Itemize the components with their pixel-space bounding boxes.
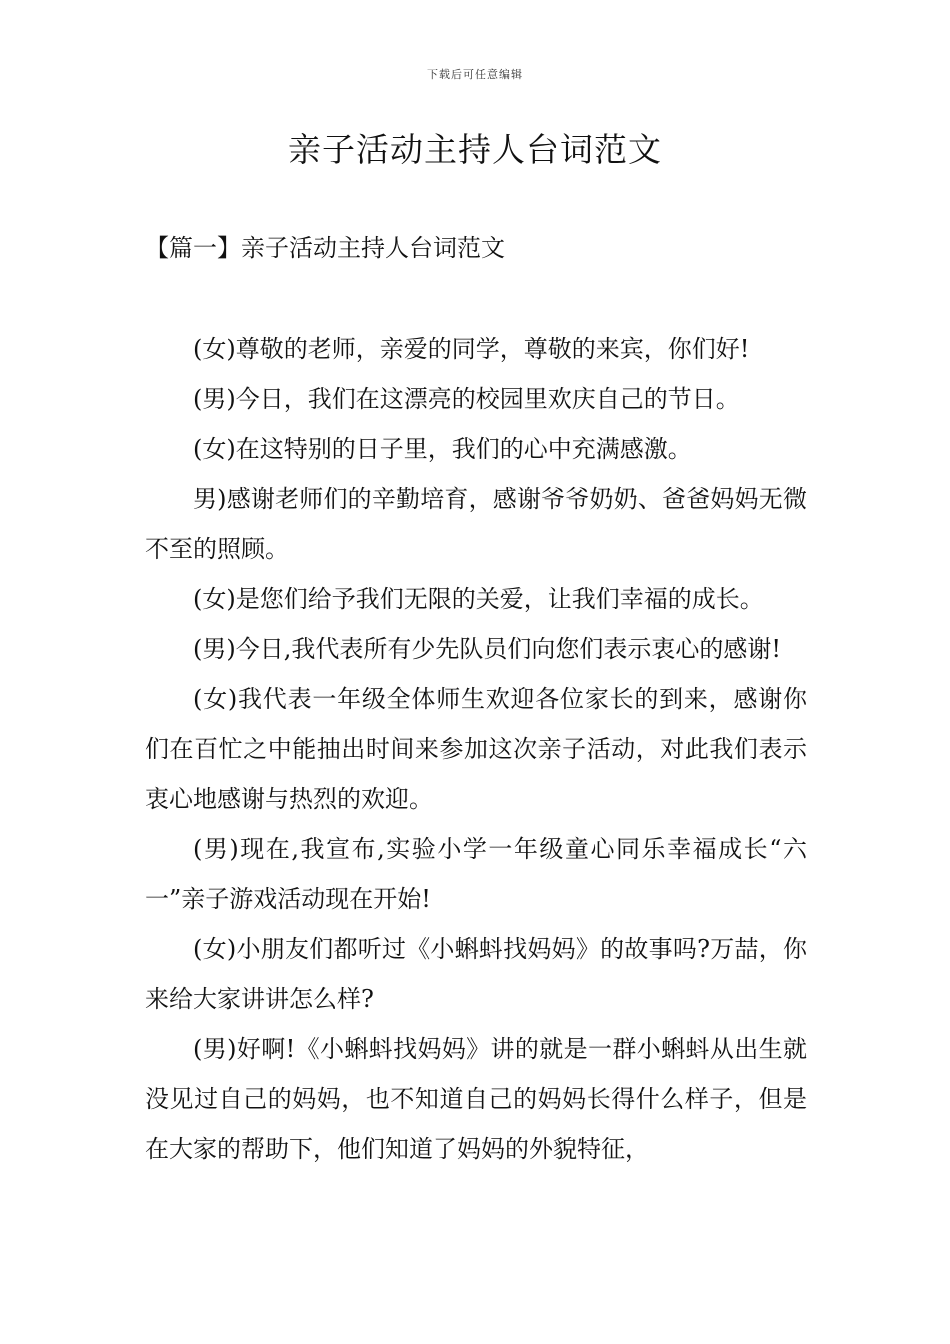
paragraph: (男)今日，我们在这漂亮的校园里欢庆自己的节日。 bbox=[193, 385, 740, 413]
paragraph: (女)是您们给予我们无限的关爱，让我们幸福的成长。 bbox=[193, 585, 764, 613]
header-note: 下载后可任意编辑 bbox=[427, 68, 523, 81]
paragraph: (男)今日,我代表所有少先队员们向您们表示衷心的感谢! bbox=[193, 635, 781, 663]
paragraph: 男)感谢老师们的辛勤培育，感谢爷爷奶奶、爸爸妈妈无微不至的照顾。 bbox=[145, 485, 807, 563]
paragraph: (女)尊敬的老师，亲爱的同学，尊敬的来宾，你们好! bbox=[193, 335, 750, 363]
document-body bbox=[145, 324, 807, 1174]
paragraph: (女)我代表一年级全体师生欢迎各位家长的到来，感谢你们在百忙之中能抽出时间来参加这次亲子活动，对此我们表示衷心地感谢与热烈的欢迎。 bbox=[145, 685, 807, 813]
paragraph: (男)好啊!《小蝌蚪找妈妈》讲的就是一群小蝌蚪从出生就没见过自己的妈妈，也不知道自己的妈妈长得什么样子，但是在大家的帮助下，他们知道了妈妈的外貌特征， bbox=[145, 1035, 807, 1163]
document-title: 亲子活动主持人台词范文 bbox=[288, 130, 662, 169]
paragraph: (女)在这特别的日子里，我们的心中充满感激。 bbox=[193, 435, 692, 463]
paragraph: (女)小朋友们都听过《小蝌蚪找妈妈》的故事吗?万喆，你来给大家讲讲怎么样? bbox=[145, 935, 807, 1013]
paragraph: (男)现在,我宣布,实验小学一年级童心同乐幸福成长“六一”亲子游戏活动现在开始! bbox=[145, 835, 807, 913]
section-heading: 【篇一】亲子活动主持人台词范文 bbox=[145, 234, 505, 262]
